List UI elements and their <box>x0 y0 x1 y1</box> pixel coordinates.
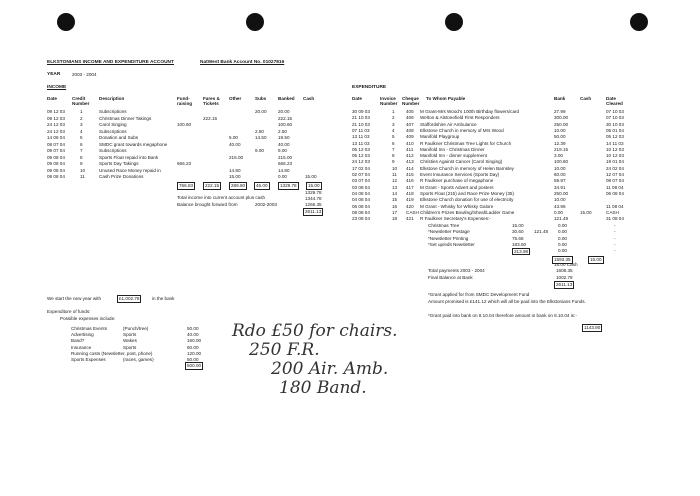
exp-cell-cheque: 409 <box>406 134 414 140</box>
funds-heading: Expenditure of funds: <box>47 309 91 314</box>
note-grant-paid: *Grant paid into bank on 8.10.04 therefore amount in bank on 8.10.04 is:- <box>428 313 577 318</box>
exp-cell-date: 24 12 03 <box>352 159 370 165</box>
income-cell-date: 09 08 04 <box>47 167 65 173</box>
exp-cell-cheque: 415 <box>406 172 414 177</box>
exp-cell-date: 23 08 04 <box>352 216 370 222</box>
exp-cell-cleared: 08 07 04 <box>606 178 624 184</box>
exp-cell-cheque: 411 <box>406 146 414 152</box>
income-cell-description: Sports Float repaid into Bank <box>99 154 159 160</box>
exp-cell-payee: Staffordshire Air Ambulance <box>420 121 477 127</box>
balance-label: Balance brought forward from <box>177 202 238 207</box>
exp-sub-item: *Set up/edit Newsletter <box>428 241 475 247</box>
exp-cell-cheque: 417 <box>406 184 414 190</box>
income-cell-other: 5.00 <box>229 135 238 140</box>
exp-col-invoice: Invoice Number <box>380 96 398 107</box>
income-cell-credit: 3 <box>80 122 83 127</box>
exp-cell-cheque: 419 <box>406 197 414 203</box>
exp-cell-bank: 3.00 <box>554 153 563 159</box>
income-cell-other: 15.00 <box>229 174 241 179</box>
bank-account: NatWest Bank Account No. 01027816 <box>200 60 285 65</box>
income-col-description: Description <box>99 96 125 101</box>
exp-col-cheque: Cheque Number <box>402 96 420 107</box>
exp-sub-bank: 0.00 <box>558 241 567 247</box>
income-total-cash: 15.00 <box>308 183 320 188</box>
exp-cell-bank: 27.99 <box>554 109 566 114</box>
funds-item-amount: 50.00 <box>187 357 199 362</box>
income-total-banked: 1329.78 <box>280 183 297 188</box>
income-cell-cash: 15.00 <box>305 174 317 179</box>
income-cell-date: 09 08 04 <box>47 161 65 166</box>
exp-cell-payee: Christies Against Cancer (Carol Singing) <box>420 159 503 165</box>
exp-sub-item: *Newsletter Postage <box>428 229 470 235</box>
funds-item-note: Sports <box>123 332 137 338</box>
exp-cell-invoice: 8 <box>392 153 395 159</box>
exp-cell-cleared: 14 11 03 <box>606 140 624 146</box>
income-cell-subs: 14.50 <box>255 135 267 140</box>
exp-sub-item: *Newsletter Printing <box>428 235 469 241</box>
exp-cell-date: 13 11 03 <box>352 140 370 146</box>
exp-cell-cleared: 11 08 04 <box>606 184 624 190</box>
income-cell-banked: 0.00 <box>278 174 287 179</box>
exp-cell-cheque: 412 <box>406 153 414 159</box>
income-cell-credit: 8 <box>80 154 83 160</box>
exp-sub-cleared: - <box>614 248 616 254</box>
income-cell-date: 09 12 03 <box>47 115 65 121</box>
exp-cell-bank: 0.00 <box>554 209 563 215</box>
exp-cell-invoice: 15 <box>392 197 398 203</box>
income-cell-other: 14.80 <box>229 167 241 173</box>
income-cumulative-3: 1266.35 <box>305 202 322 207</box>
final-balance-label: Final Balance at Bank <box>428 275 473 280</box>
exp-cell-cleared: 30 10 03 <box>606 121 624 127</box>
income-cell-credit: 11 <box>80 174 85 179</box>
income-cell-subs: 2.50 <box>255 128 264 134</box>
total-income-label: Total income into current account plus cash <box>177 195 266 200</box>
exp-col-cleared: Date Cleared <box>606 96 623 107</box>
income-col-fundraising: Fund-raising <box>177 96 193 107</box>
income-cell-description: Unused Race Money repaid in <box>99 167 161 173</box>
start-year-amount: £1,002.78 <box>119 296 140 301</box>
exp-cell-bank: 121.48 <box>554 216 569 222</box>
exp-sub-item: Christmas Tree <box>428 223 460 228</box>
income-cell-banked: 20.00 <box>278 109 290 114</box>
exp-cell-bank: 43.96 <box>554 203 566 209</box>
income-heading: INCOME <box>47 85 67 90</box>
exp-sub-cleared: - <box>614 241 616 247</box>
income-cell-date: 09 07 04 <box>47 148 65 153</box>
exp-cell-date: 21 10 03 <box>352 121 370 127</box>
exp-cell-invoice: 4 <box>392 127 395 133</box>
exp-cell-cleared: 05 01 04 <box>606 127 624 133</box>
exp-cell-invoice: 17 <box>392 209 398 215</box>
exp-cell-payee: M Grant - Sports Advert and posters <box>420 184 494 190</box>
funds-total: 500.00 <box>187 363 202 368</box>
exp-sub-amount: 313.98 <box>514 249 529 255</box>
income-row <box>47 174 337 181</box>
exp-cell-payee: Sports Float (215) and Race Prize Money (35) <box>420 190 514 196</box>
income-cell-description: Subscriptions <box>99 109 127 114</box>
exp-cell-date: 06 08 04 <box>352 203 370 209</box>
income-cell-date: 24 12 03 <box>47 128 65 134</box>
exp-cell-cheque: CASH <box>406 209 419 215</box>
exp-cell-cleared: 24 02 04 <box>606 165 624 171</box>
expenditure-heading: EXPENDITURE <box>352 85 387 90</box>
exp-cell-date: 08 08 04 <box>352 209 370 215</box>
page-title: ELKSTONIANS INCOME AND EXPENDITURE ACCOUNT <box>47 60 174 65</box>
exp-sub-bank: 0.00 <box>558 235 567 241</box>
exp-cell-cleared: 31 08 04 <box>606 216 624 222</box>
exp-cell-invoice: 2 <box>392 115 395 121</box>
income-cell-fundraising: 666.23 <box>177 161 192 166</box>
exp-cell-payee: R Faulkner Christmas Tree Lights for Church <box>420 140 512 146</box>
exp-cell-payee: Welton & Alstonefield First Responders <box>420 115 500 121</box>
exp-cell-cheque: 407 <box>406 121 414 127</box>
exp-cell-cheque: 408 <box>406 127 414 133</box>
exp-cell-payee: Manifold Inn - Christmas Dinner <box>420 146 485 152</box>
total-payments: 1608.35 <box>556 268 573 273</box>
exp-cell-date: 03 08 04 <box>352 184 370 190</box>
income-cell-description: Subscriptions <box>99 128 127 134</box>
note-grant-paid-amount: 1143.90 <box>584 325 601 330</box>
exp-cell-cheque: 416 <box>406 178 414 184</box>
income-col-credit: Credit Number <box>72 96 90 107</box>
exp-cell-bank: 219.15 <box>554 146 569 152</box>
exp-cell-cheque: 413 <box>406 159 414 165</box>
exp-cell-cleared: 11 08 04 <box>606 203 624 209</box>
exp-sub-cleared: - <box>614 235 616 241</box>
start-year-label: We start the new year with <box>47 296 102 301</box>
income-cumulative-2: 1344.78 <box>305 196 322 201</box>
income-cell-date: 24 12 03 <box>47 122 65 127</box>
exp-cell-bank: 12.39 <box>554 140 566 146</box>
exp-cell-cleared: 12 07 04 <box>606 172 624 177</box>
expenditure-sub-row <box>352 248 662 255</box>
exp-cell-cheque: 414 <box>406 165 414 171</box>
income-cell-banked: 2.50 <box>278 128 287 134</box>
funds-item-note: (Punch/tree) <box>123 326 149 331</box>
income-col-cash: Cash <box>303 96 315 101</box>
exp-sub-bank: 0.00 <box>558 248 567 254</box>
income-cell-credit: 1 <box>80 109 83 114</box>
note-grant-amount: Amount promised is £141.12 which will all be paid into the Elkstonians Funds. <box>428 299 586 304</box>
expenditure-totals-row <box>352 256 662 264</box>
income-cell-banked: 9.00 <box>278 148 287 153</box>
funds-item-amount: 160.00 <box>187 338 202 344</box>
exp-cell-bank: 59.97 <box>554 178 566 184</box>
income-cell-credit: 9 <box>80 161 83 166</box>
income-cell-fares: 222.15 <box>203 115 218 121</box>
income-cell-date: 09 08 04 <box>47 154 65 160</box>
income-total-other: 289.80 <box>231 183 246 188</box>
funds-subheading: Possible expenses include: <box>60 316 116 321</box>
balance-year: 2002-2003 <box>255 202 277 207</box>
exp-sub-amount: 30.60 <box>512 229 524 235</box>
exp-cell-date: 17 02 04 <box>352 165 370 171</box>
income-cell-subs: 9.00 <box>255 148 264 153</box>
income-cell-other: 40.00 <box>229 141 241 147</box>
exp-cell-date: 05 12 03 <box>352 153 370 159</box>
income-total-subs: 46.00 <box>256 183 268 188</box>
exp-cell-invoice: 10 <box>392 165 398 171</box>
exp-sub-subtotal: 121.48 <box>534 229 549 235</box>
exp-cash-total: 15.00 Cash <box>554 262 578 267</box>
funds-item-amount: 120.00 <box>187 350 202 356</box>
exp-cell-payee: Children's Prizes Bowling/Sheaf/Ladder Game <box>420 209 515 215</box>
exp-cell-date: 13 11 03 <box>352 134 370 140</box>
income-col-banked: Banked <box>278 96 295 101</box>
handwritten-line-4: 180 Band. <box>279 378 367 398</box>
handwritten-line-3: 200 Air. Amb. <box>271 359 389 379</box>
income-cell-description: Subscriptions <box>99 148 127 153</box>
income-cell-date: 08 08 04 <box>47 174 65 179</box>
exp-sub-amount: 75.68 <box>512 235 524 241</box>
expenditure-rows <box>352 109 662 239</box>
exp-sub-amount: 15.00 <box>512 223 524 228</box>
funds-item-amount: 50.00 <box>187 326 199 331</box>
exp-cell-bank: 50.00 <box>554 134 566 140</box>
income-table <box>47 96 337 226</box>
income-cell-credit: 6 <box>80 141 83 147</box>
exp-cell-payee: M Grant-Mrs Wood's 100th Birthday flowers/card <box>420 109 520 114</box>
income-cell-banked: 215.00 <box>278 154 293 160</box>
funds-item-name: Band? <box>71 338 85 344</box>
funds-item-name: Running costs (Newsletter, post, phone) <box>71 350 153 356</box>
exp-cell-invoice: 12 <box>392 178 398 184</box>
income-cell-description: Carol Singing <box>99 122 127 127</box>
punch-hole-mid-right <box>445 13 463 31</box>
exp-cell-invoice: 9 <box>392 159 395 165</box>
exp-cell-payee: Elkstone Church donation for use of electricity <box>420 197 514 203</box>
exp-cell-bank: 100.60 <box>554 159 569 165</box>
exp-cell-bank: 300.00 <box>554 115 569 121</box>
exp-cell-invoice: 18 <box>392 216 398 222</box>
exp-cell-cheque: 418 <box>406 190 414 196</box>
income-cell-date: 09 12 03 <box>47 109 65 114</box>
income-cell-banked: 666.23 <box>278 161 293 166</box>
exp-cell-date: 04 08 04 <box>352 190 370 196</box>
funds-item-note: (races, games) <box>123 357 154 362</box>
handwritten-line-1: Rdo £50 for chairs. <box>232 321 398 341</box>
funds-item-name: Christmas Events <box>71 326 107 331</box>
funds-item-amount: 40.00 <box>187 332 199 338</box>
income-cell-subs: 20.00 <box>255 109 267 114</box>
exp-cell-invoice: 11 <box>392 172 397 177</box>
exp-sub-bank: 0.00 <box>558 223 567 228</box>
income-cumulative-total: 2611.13 <box>305 209 322 214</box>
exp-col-payee: To Whom Payable <box>426 96 466 101</box>
exp-cell-bank: 10.00 <box>554 127 566 133</box>
income-col-fares: Fares & Tickets <box>203 96 220 107</box>
exp-cell-invoice: 5 <box>392 134 395 140</box>
total-payments-label: Total payments 2003 - 2004 <box>428 268 485 273</box>
income-totals-row <box>47 182 337 190</box>
income-cell-fundraising: 100.60 <box>177 122 192 127</box>
exp-total-bank: 1593.35 <box>554 257 571 262</box>
exp-cell-bank: 10.00 <box>554 197 566 203</box>
income-cumulative-1: 1329.78 <box>305 190 322 195</box>
exp-cell-invoice: 1 <box>392 109 395 114</box>
exp-cell-bank: 10.00 <box>554 165 566 171</box>
income-cell-description: Cash Prize Donations <box>99 174 144 179</box>
income-cell-credit: 10 <box>80 167 86 173</box>
exp-cell-date: 21 10 03 <box>352 115 370 121</box>
funds-item-name: Insurance <box>71 344 92 350</box>
punch-hole-left <box>57 13 75 31</box>
exp-cell-invoice: 16 <box>392 203 398 209</box>
exp-cell-payee: R Faulkner purchase of megaphone <box>420 178 494 184</box>
funds-item-amount: 60.00 <box>187 344 199 350</box>
exp-cell-bank: 250.00 <box>554 190 569 196</box>
income-cell-other: 215.00 <box>229 154 244 160</box>
income-total-fares: 222.15 <box>205 183 220 188</box>
exp-cell-date: 30 09 03 <box>352 109 370 114</box>
final-balance: 1002.78 <box>556 275 573 280</box>
exp-cell-cheque: 421 <box>406 216 414 222</box>
grand-total: 2611.13 <box>556 282 573 287</box>
exp-sub-cleared: - <box>614 223 616 228</box>
exp-cell-date: 04 08 04 <box>352 197 370 203</box>
exp-cell-payee: Event Insurance Services (Sports Day) <box>420 172 500 177</box>
exp-cell-invoice: 14 <box>392 190 398 196</box>
punch-hole-right <box>630 13 648 31</box>
exp-sub-amount: 183.50 <box>512 241 527 247</box>
handwritten-line-2: 250 F.R. <box>249 340 320 360</box>
exp-cell-cleared: CASH <box>606 209 619 215</box>
exp-cell-cash: 15.00 <box>580 209 592 215</box>
exp-cell-payee: M Grant - Whisky for Whisky Galore <box>420 203 494 209</box>
funds-item-name: Advertising <box>71 332 94 338</box>
income-cell-date: 14 06 04 <box>47 135 65 140</box>
exp-cell-cleared: 07 10 03 <box>606 115 624 121</box>
exp-cell-payee: Elkstone Church in memory of Helen Barnsley <box>420 165 514 171</box>
income-cell-description: Donation and Subs <box>99 135 139 140</box>
income-col-subs: Subs <box>255 96 267 101</box>
income-cell-credit: 2 <box>80 115 83 121</box>
income-cell-credit: 4 <box>80 128 83 134</box>
income-rows <box>47 109 337 189</box>
exp-cell-date: 03 07 04 <box>352 178 370 184</box>
income-cell-banked: 14.80 <box>278 167 290 173</box>
income-cell-banked: 19.50 <box>278 135 290 140</box>
exp-cell-date: 02 07 04 <box>352 172 370 177</box>
expenditure-table <box>352 96 662 296</box>
income-cell-description: Christmas Dinner Takings <box>99 115 152 121</box>
exp-col-bank: Bank <box>554 96 566 101</box>
exp-cell-date: 07 11 03 <box>352 127 370 133</box>
exp-cell-cheque: 420 <box>406 203 414 209</box>
exp-cell-bank: 60.00 <box>554 172 566 177</box>
income-col-date: Date <box>47 96 57 101</box>
exp-cell-bank: 250.00 <box>554 121 569 127</box>
exp-cell-invoice: 3 <box>392 121 395 127</box>
exp-cell-date: 05 12 03 <box>352 146 370 152</box>
exp-total-cash: 15.00 <box>590 257 602 262</box>
exp-cell-cheque: 410 <box>406 140 414 146</box>
funds-item-note: Wakes <box>123 338 137 344</box>
funds-item-name: Sports Expenses <box>71 357 106 362</box>
year-value: 2003 - 2004 <box>72 72 97 77</box>
exp-cell-cleared: 07 10 03 <box>606 109 624 114</box>
exp-cell-invoice: 6 <box>392 140 395 146</box>
income-cell-banked: 222.15 <box>278 115 293 121</box>
exp-cell-bank: 34.91 <box>554 184 566 190</box>
funds-item-note: Sports <box>123 344 137 350</box>
exp-col-date: Date <box>352 96 362 101</box>
exp-cell-payee: R Faulkner Secretary's Expenses:- <box>420 216 491 222</box>
exp-sub-cleared: - <box>614 229 616 235</box>
exp-col-cash: Cash <box>580 96 592 101</box>
exp-cell-payee: Manifold Playgroup <box>420 134 460 140</box>
exp-cell-invoice: 7 <box>392 146 395 152</box>
income-cell-credit: 5 <box>80 135 83 140</box>
handwritten-note <box>232 322 398 398</box>
exp-cell-cleared: 10 12 03 <box>606 146 624 152</box>
income-col-other: Other <box>229 96 242 101</box>
note-grant-applied: *Grant applied for from SMDC Development Fund <box>428 292 530 297</box>
exp-cell-invoice: 13 <box>392 184 398 190</box>
income-cell-description: SMDC grant towards megaphone <box>99 141 168 147</box>
income-cell-description: Sports Day Takings <box>99 161 139 166</box>
exp-cell-payee: Elkstone Church in memory of Mrs Wood <box>420 127 504 133</box>
start-year-suffix: in the bank <box>152 296 175 301</box>
punch-hole-mid-left <box>246 13 264 31</box>
exp-cell-cheque: 406 <box>406 115 414 121</box>
exp-cell-cleared: 06 08 04 <box>606 190 624 196</box>
income-cell-banked: 40.00 <box>278 141 290 147</box>
exp-cell-cleared: 19 01 04 <box>606 159 624 165</box>
income-total-fundraising: 766.83 <box>179 183 194 188</box>
income-cell-banked: 100.60 <box>278 122 293 127</box>
exp-sub-bank: 0.00 <box>558 229 567 235</box>
income-cell-date: 08 07 04 <box>47 141 65 147</box>
year-label: YEAR <box>47 72 61 77</box>
income-cell-credit: 7 <box>80 148 83 153</box>
exp-cell-payee: Manifold Inn - dinner supplement <box>420 153 487 159</box>
exp-cell-cleared: 05 12 03 <box>606 134 624 140</box>
exp-cell-cheque: 405 <box>406 109 414 114</box>
exp-cell-cleared: 10 12 03 <box>606 153 624 159</box>
